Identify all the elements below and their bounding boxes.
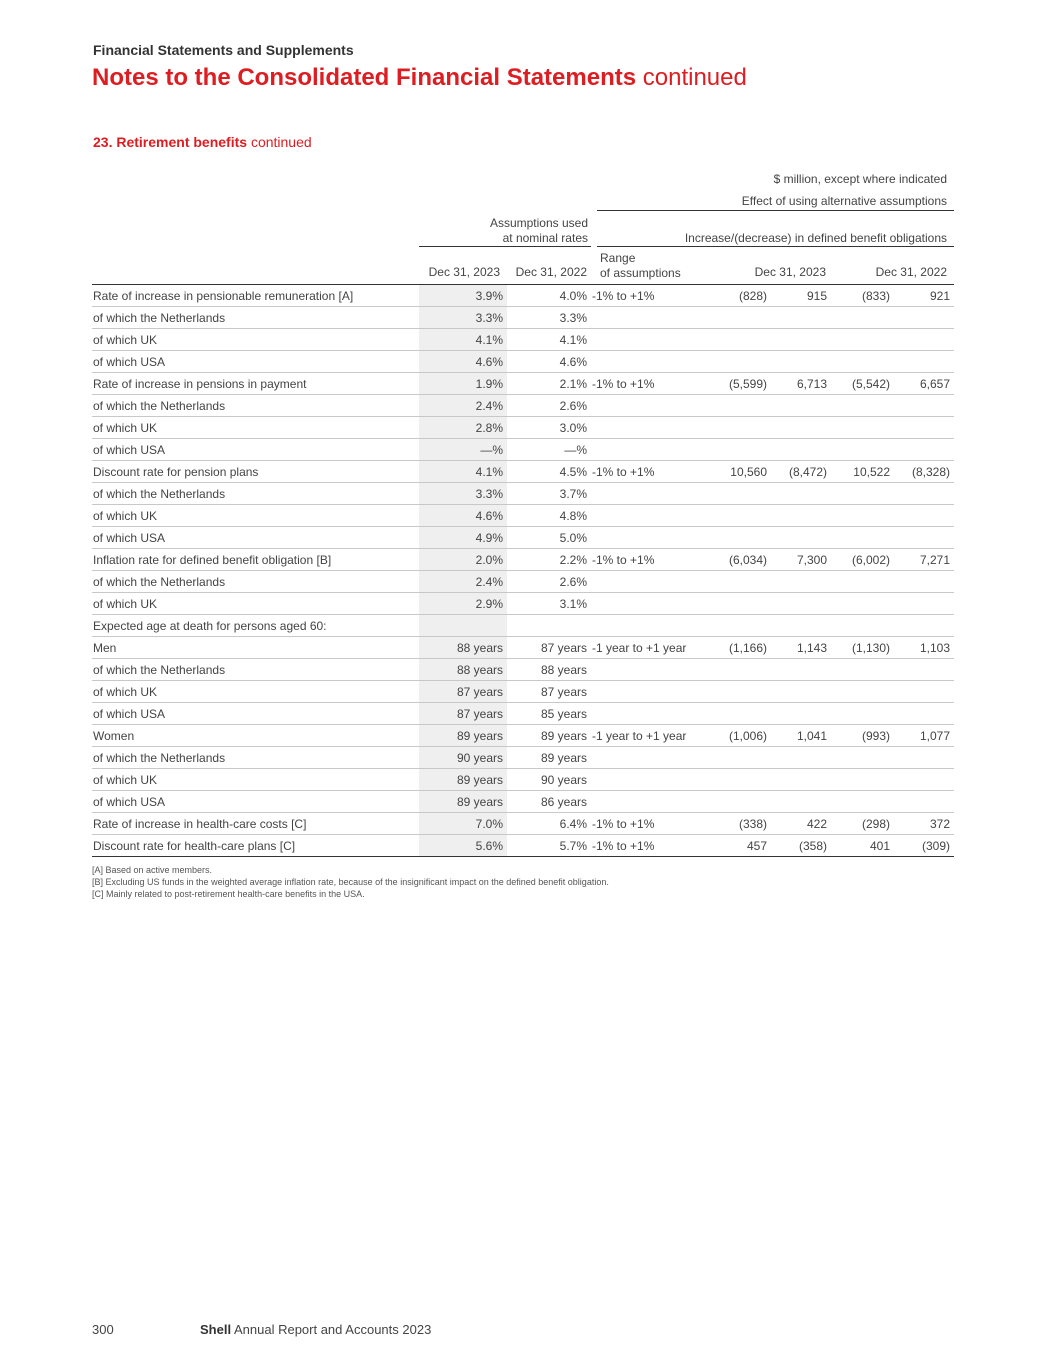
value-dec2022	[507, 615, 591, 637]
effect-2022-decrease: (6,002)	[831, 549, 894, 571]
effect-2023-increase	[771, 593, 831, 615]
value-dec2023	[419, 615, 507, 637]
table-row	[92, 725, 954, 747]
table-row	[92, 373, 954, 395]
effect-2022-increase	[894, 307, 954, 329]
table-row	[92, 307, 954, 329]
effect-2022-decrease	[831, 769, 894, 791]
note-title	[93, 134, 312, 150]
range-of-assumptions: -1% to +1%	[591, 813, 699, 835]
value-dec2023: 4.6%	[419, 505, 507, 527]
effect-2022-increase: (309)	[894, 835, 954, 857]
value-dec2023: 89 years	[419, 725, 507, 747]
range-of-assumptions: -1% to +1%	[591, 835, 699, 857]
table-row	[92, 527, 954, 549]
range-of-assumptions	[591, 681, 699, 703]
effect-2023-decrease	[699, 791, 771, 813]
table-row	[92, 703, 954, 725]
effect-2023-decrease	[699, 681, 771, 703]
effect-2023-increase	[771, 615, 831, 637]
effect-2022-decrease	[831, 307, 894, 329]
value-dec2022: 85 years	[507, 703, 591, 725]
footnote-a: [A] Based on active members.	[92, 865, 213, 875]
footnotes	[92, 864, 609, 900]
effect-2023-decrease	[699, 593, 771, 615]
note-title-main: 23. Retirement benefits	[93, 134, 248, 150]
effect-2023-increase	[771, 439, 831, 461]
table-row	[92, 549, 954, 571]
range-of-assumptions: -1 year to +1 year	[591, 725, 699, 747]
effect-2023-decrease	[699, 417, 771, 439]
assumptions-header-line1: Assumptions used	[489, 216, 588, 230]
page-number: 300	[92, 1322, 114, 1337]
effect-2023-decrease: (1,006)	[699, 725, 771, 747]
effect-2023-decrease: (5,599)	[699, 373, 771, 395]
value-dec2023: 2.9%	[419, 593, 507, 615]
effect-2022-decrease	[831, 791, 894, 813]
range-of-assumptions	[591, 659, 699, 681]
effect-header: Effect of using alternative assumptions	[741, 194, 947, 208]
row-label: of which the Netherlands	[92, 659, 419, 681]
effect-2023-decrease: (1,166)	[699, 637, 771, 659]
table-row	[92, 593, 954, 615]
effect-2022-decrease: (993)	[831, 725, 894, 747]
value-dec2022: 2.6%	[507, 571, 591, 593]
range-of-assumptions	[591, 615, 699, 637]
range-of-assumptions: -1% to +1%	[591, 285, 699, 307]
table-row	[92, 439, 954, 461]
value-dec2023: 2.4%	[419, 571, 507, 593]
effect-2022-decrease	[831, 615, 894, 637]
effect-2022-decrease: (1,130)	[831, 637, 894, 659]
effect-2022-decrease: 10,522	[831, 461, 894, 483]
table-row	[92, 461, 954, 483]
value-dec2023: 2.4%	[419, 395, 507, 417]
value-dec2023: 2.8%	[419, 417, 507, 439]
table-row	[92, 637, 954, 659]
footer-brand: Shell	[200, 1322, 232, 1337]
col-header-range-line2: of assumptions	[600, 266, 681, 280]
range-of-assumptions: -1 year to +1 year	[591, 637, 699, 659]
range-of-assumptions	[591, 571, 699, 593]
value-dec2023: 2.0%	[419, 549, 507, 571]
effect-2023-increase	[771, 307, 831, 329]
effect-header-rule	[597, 210, 954, 211]
table-row	[92, 681, 954, 703]
effect-2023-increase: 915	[771, 285, 831, 307]
table-row	[92, 505, 954, 527]
effect-2022-decrease	[831, 395, 894, 417]
range-of-assumptions: -1% to +1%	[591, 549, 699, 571]
effect-2022-increase	[894, 527, 954, 549]
value-dec2023: 4.9%	[419, 527, 507, 549]
range-of-assumptions	[591, 329, 699, 351]
col-header-dec2023: Dec 31, 2023	[428, 265, 500, 279]
range-of-assumptions	[591, 593, 699, 615]
value-dec2023: 89 years	[419, 769, 507, 791]
effect-2022-increase	[894, 329, 954, 351]
value-dec2023: 90 years	[419, 747, 507, 769]
effect-2022-increase: 372	[894, 813, 954, 835]
table-row	[92, 835, 954, 857]
effect-2023-decrease	[699, 395, 771, 417]
effect-2023-decrease	[699, 505, 771, 527]
value-dec2022: 3.7%	[507, 483, 591, 505]
value-dec2023: 4.1%	[419, 329, 507, 351]
effect-2023-increase	[771, 417, 831, 439]
effect-2022-decrease	[831, 417, 894, 439]
effect-2022-decrease	[831, 659, 894, 681]
effect-2023-increase: 6,713	[771, 373, 831, 395]
effect-2022-decrease	[831, 747, 894, 769]
effect-2022-increase: 6,657	[894, 373, 954, 395]
section-title: Financial Statements and Supplements	[93, 42, 354, 58]
value-dec2023: 88 years	[419, 637, 507, 659]
value-dec2022: 89 years	[507, 725, 591, 747]
value-dec2022: —%	[507, 439, 591, 461]
range-of-assumptions	[591, 791, 699, 813]
effect-2022-increase: (8,328)	[894, 461, 954, 483]
value-dec2023: 7.0%	[419, 813, 507, 835]
effect-2023-increase: 1,041	[771, 725, 831, 747]
effect-2022-increase	[894, 439, 954, 461]
footnote-c: [C] Mainly related to post-retirement health-care benefits in the USA.	[92, 889, 365, 899]
value-dec2022: 89 years	[507, 747, 591, 769]
value-dec2023: 89 years	[419, 791, 507, 813]
effect-2022-increase	[894, 593, 954, 615]
value-dec2022: 3.1%	[507, 593, 591, 615]
effect-2022-decrease	[831, 505, 894, 527]
value-dec2022: 2.2%	[507, 549, 591, 571]
value-dec2022: 3.0%	[507, 417, 591, 439]
effect-2022-decrease	[831, 329, 894, 351]
effect-2022-decrease: (833)	[831, 285, 894, 307]
range-of-assumptions	[591, 307, 699, 329]
effect-2023-increase	[771, 659, 831, 681]
row-label: of which the Netherlands	[92, 483, 419, 505]
range-of-assumptions: -1% to +1%	[591, 373, 699, 395]
effect-2023-increase	[771, 527, 831, 549]
effect-2023-decrease: (828)	[699, 285, 771, 307]
effect-2022-increase	[894, 483, 954, 505]
effect-2023-decrease	[699, 703, 771, 725]
range-of-assumptions	[591, 439, 699, 461]
effect-2022-increase	[894, 791, 954, 813]
value-dec2023: 87 years	[419, 681, 507, 703]
effect-2023-increase: (358)	[771, 835, 831, 857]
row-label: Women	[92, 725, 419, 747]
value-dec2022: 4.0%	[507, 285, 591, 307]
value-dec2022: 2.6%	[507, 395, 591, 417]
row-label: of which UK	[92, 681, 419, 703]
effect-2022-increase	[894, 351, 954, 373]
value-dec2023: 3.3%	[419, 483, 507, 505]
effect-2023-decrease	[699, 351, 771, 373]
effect-2022-decrease	[831, 593, 894, 615]
effect-2022-increase: 921	[894, 285, 954, 307]
footer-report	[200, 1322, 431, 1337]
col-header-dec2022: Dec 31, 2022	[515, 265, 587, 279]
row-label: Expected age at death for persons aged 60:	[92, 615, 419, 637]
effect-2022-increase: 1,077	[894, 725, 954, 747]
range-of-assumptions	[591, 527, 699, 549]
effect-2023-increase	[771, 505, 831, 527]
range-of-assumptions	[591, 747, 699, 769]
col-header-range	[600, 251, 681, 281]
increase-header-rule	[597, 246, 954, 247]
row-label: of which USA	[92, 791, 419, 813]
effect-2023-increase: (8,472)	[771, 461, 831, 483]
row-label: Discount rate for health-care plans [C]	[92, 835, 419, 857]
effect-2023-increase	[771, 395, 831, 417]
effect-2022-decrease	[831, 483, 894, 505]
effect-2022-decrease	[831, 439, 894, 461]
table-body	[92, 285, 954, 857]
table-row	[92, 483, 954, 505]
effect-2023-decrease	[699, 483, 771, 505]
value-dec2023: 5.6%	[419, 835, 507, 857]
table-row	[92, 769, 954, 791]
row-label: of which USA	[92, 527, 419, 549]
effect-2023-increase	[771, 791, 831, 813]
effect-2023-increase	[771, 769, 831, 791]
effect-2023-decrease	[699, 307, 771, 329]
col-header-range-line1: Range	[600, 251, 636, 265]
value-dec2022: 87 years	[507, 681, 591, 703]
row-label: of which USA	[92, 351, 419, 373]
effect-2023-decrease	[699, 659, 771, 681]
value-dec2022: 3.3%	[507, 307, 591, 329]
value-dec2023: 4.6%	[419, 351, 507, 373]
effect-2023-increase	[771, 747, 831, 769]
effect-2022-increase	[894, 571, 954, 593]
effect-2022-increase	[894, 681, 954, 703]
value-dec2022: 6.4%	[507, 813, 591, 835]
page-title-main: Notes to the Consolidated Financial Statements	[92, 64, 637, 91]
effect-2022-increase	[894, 395, 954, 417]
range-of-assumptions: -1% to +1%	[591, 461, 699, 483]
table-row	[92, 791, 954, 813]
value-dec2023: 87 years	[419, 703, 507, 725]
effect-2023-increase	[771, 329, 831, 351]
effect-2022-decrease: (298)	[831, 813, 894, 835]
footnote-b: [B] Excluding US funds in the weighted average inflation rate, because of the insignificant impact on the defined benefit obligation.	[92, 877, 609, 887]
value-dec2023: 4.1%	[419, 461, 507, 483]
value-dec2023: 3.3%	[419, 307, 507, 329]
table-row	[92, 571, 954, 593]
effect-2023-increase: 7,300	[771, 549, 831, 571]
effect-2022-increase	[894, 505, 954, 527]
assumptions-header-line2: at nominal rates	[502, 231, 588, 245]
value-dec2022: 4.5%	[507, 461, 591, 483]
effect-2023-increase: 422	[771, 813, 831, 835]
effect-2023-decrease	[699, 527, 771, 549]
effect-2022-increase	[894, 615, 954, 637]
row-label: Inflation rate for defined benefit obligation [B]	[92, 549, 419, 571]
effect-2023-increase: 1,143	[771, 637, 831, 659]
value-dec2022: 87 years	[507, 637, 591, 659]
table-row	[92, 615, 954, 637]
effect-2022-increase	[894, 769, 954, 791]
effect-2022-increase	[894, 417, 954, 439]
increase-header: Increase/(decrease) in defined benefit obligations	[684, 231, 947, 245]
row-label: of which UK	[92, 505, 419, 527]
row-label: of which UK	[92, 769, 419, 791]
table-row	[92, 417, 954, 439]
range-of-assumptions	[591, 483, 699, 505]
col-header-effect-2023: Dec 31, 2023	[754, 265, 826, 279]
effect-2023-decrease	[699, 439, 771, 461]
effect-2022-decrease	[831, 351, 894, 373]
value-dec2022: 4.6%	[507, 351, 591, 373]
effect-2022-decrease: 401	[831, 835, 894, 857]
assumptions-table	[92, 284, 954, 857]
value-dec2022: 2.1%	[507, 373, 591, 395]
effect-2022-increase: 7,271	[894, 549, 954, 571]
page-title	[92, 64, 747, 92]
effect-2023-decrease	[699, 747, 771, 769]
effect-2023-decrease: (6,034)	[699, 549, 771, 571]
range-of-assumptions	[591, 351, 699, 373]
table-row	[92, 395, 954, 417]
effect-2023-increase	[771, 571, 831, 593]
table-row	[92, 659, 954, 681]
range-of-assumptions	[591, 703, 699, 725]
value-dec2022: 4.1%	[507, 329, 591, 351]
effect-2022-decrease	[831, 527, 894, 549]
value-dec2023: —%	[419, 439, 507, 461]
effect-2023-increase	[771, 681, 831, 703]
row-label: of which the Netherlands	[92, 747, 419, 769]
col-header-effect-2022: Dec 31, 2022	[875, 265, 947, 279]
value-dec2022: 86 years	[507, 791, 591, 813]
row-label: of which UK	[92, 593, 419, 615]
note-title-suffix: continued	[250, 134, 312, 150]
value-dec2023: 3.9%	[419, 285, 507, 307]
row-label: Rate of increase in pensions in payment	[92, 373, 419, 395]
effect-2023-decrease: (338)	[699, 813, 771, 835]
table-row	[92, 351, 954, 373]
effect-2023-increase	[771, 351, 831, 373]
effect-2022-increase	[894, 747, 954, 769]
range-of-assumptions	[591, 505, 699, 527]
effect-2022-decrease	[831, 681, 894, 703]
effect-2022-increase: 1,103	[894, 637, 954, 659]
row-label: Men	[92, 637, 419, 659]
table-row	[92, 747, 954, 769]
value-dec2022: 90 years	[507, 769, 591, 791]
value-dec2023: 1.9%	[419, 373, 507, 395]
value-dec2022: 4.8%	[507, 505, 591, 527]
row-label: of which USA	[92, 439, 419, 461]
effect-2022-decrease: (5,542)	[831, 373, 894, 395]
row-label: Discount rate for pension plans	[92, 461, 419, 483]
value-dec2022: 5.0%	[507, 527, 591, 549]
effect-2023-decrease: 457	[699, 835, 771, 857]
effect-2023-decrease: 10,560	[699, 461, 771, 483]
effect-2023-increase	[771, 703, 831, 725]
value-dec2022: 5.7%	[507, 835, 591, 857]
row-label: of which UK	[92, 417, 419, 439]
row-label: Rate of increase in health-care costs [C]	[92, 813, 419, 835]
row-label: of which UK	[92, 329, 419, 351]
row-label: of which the Netherlands	[92, 395, 419, 417]
effect-2022-decrease	[831, 571, 894, 593]
assumptions-header	[490, 216, 588, 246]
range-of-assumptions	[591, 769, 699, 791]
table-row	[92, 285, 954, 307]
effect-2023-increase	[771, 483, 831, 505]
value-dec2023: 88 years	[419, 659, 507, 681]
assumptions-header-rule	[419, 246, 591, 247]
row-label: of which the Netherlands	[92, 571, 419, 593]
range-of-assumptions	[591, 417, 699, 439]
row-label: of which the Netherlands	[92, 307, 419, 329]
range-of-assumptions	[591, 395, 699, 417]
effect-2023-decrease	[699, 329, 771, 351]
effect-2022-increase	[894, 703, 954, 725]
unit-note: $ million, except where indicated	[773, 172, 947, 186]
effect-2023-decrease	[699, 615, 771, 637]
effect-2022-decrease	[831, 703, 894, 725]
row-label: Rate of increase in pensionable remuneration [A]	[92, 285, 419, 307]
page-title-suffix: continued	[642, 64, 747, 91]
table-row	[92, 813, 954, 835]
effect-2023-decrease	[699, 571, 771, 593]
table-row	[92, 329, 954, 351]
effect-2023-decrease	[699, 769, 771, 791]
row-label: of which USA	[92, 703, 419, 725]
value-dec2022: 88 years	[507, 659, 591, 681]
footer-report-title: Annual Report and Accounts 2023	[233, 1322, 432, 1337]
effect-2022-increase	[894, 659, 954, 681]
